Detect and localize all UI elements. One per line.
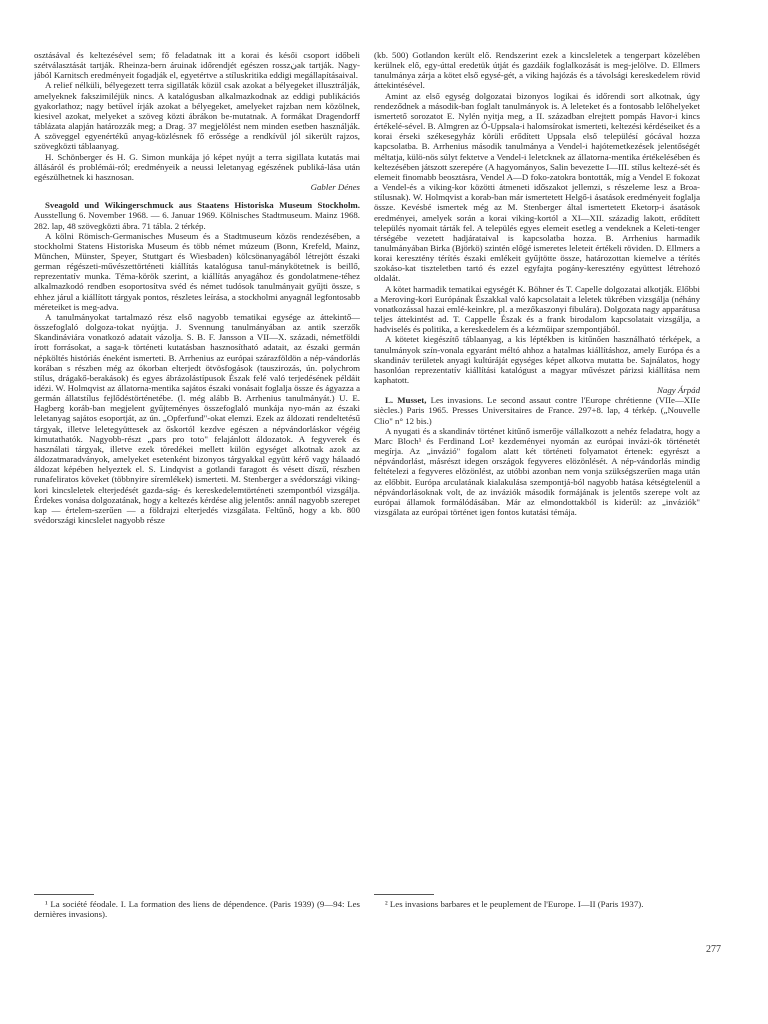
footnote-rule: [34, 894, 94, 895]
paragraph: A nyugati és a skandináv történet kitűnő ismerője vállalkozott a nehéz feladatra, hogy a Marc Bloch¹ és Ferdinand Lot² kezdeményei nyomán az európai invázi-ók történetét megírja. Az „invázió" fogalom alatt két történeti folyamatot értenek: egyrészt a népvándorlást, másrészt idegen országok fegyveres elözönlését. A nép-vándorlás mindig feltételezi a fegyveres elözönlést, az utóbbi azonban nem vonja szükségszerűen maga után az előbbit. Európa arculatának kialakulása szempontjá-ból nagyobb hatása kétségtelenül a népvándorlásoknak volt, de az inváziók második formájának is jelentős szerepe volt az európai államok formálódásában. Már az elmondottakból is kiderül: az „inváziók" vizsgálata az európai történet igen fontos kutatási témája.: [374, 425, 700, 518]
footnote-left: [34, 899, 360, 920]
review-bibliographic-details: Les invasions. Le second assaut contre l'Europe chrétienne (VIIe—XIIe siècles.) Paris 1965. Presses Universitaires de France. 297+8. lap, 4 térkép. („Nouvelle Clio" n° 12 bis.): [374, 395, 700, 426]
footnote-text: ² Les invasions barbares et le peuplement de l'Europe. I—II (Paris 1937).: [385, 899, 644, 909]
footnote-rule: [374, 894, 434, 895]
review-heading: [374, 395, 700, 425]
footnote-right: [374, 899, 700, 909]
review-author: L. Musset,: [385, 395, 427, 406]
paragraph: (kb. 500) Gotlandon került elő. Rendszerint ezek a kincsleletek a tengerpart közelében kerülnek elő, egy-úttal eredetük útját és gazdáik foglalkozását is meg-jelölve. D. Ellmers tanulmánya zárja a kötet első egysé-gét, a viking hajózás és a távolsági kereskedelem rövid áttekintésével.: [374, 50, 700, 91]
review-title: Sveagold und Wikingerschmuck aus Staatens Historiska Museum Stockholm.: [45, 200, 360, 211]
paragraph: osztásával és keltezésével sem; fő feladatnak itt a korai és késői csoport időbeli szétválasztását tartják. Rheinza-bern áruinak időrendjét egészen rosszنak tartják. Nagy-jából Karnitsch eredményeit fogadják el, egyetértve a stíluskritika eddigi megállapításaival.: [34, 50, 360, 81]
paragraph: A tanulmányokat tartalmazó rész első nagyobb tematikai egysége az áttekintő—összefoglaló dolgoza-tokat nyújtja. J. Svennung tanulmányában az antik szerzők Skandináviára vonatkozó adatait vázolja. S. B. F. Jansson a VII—X. századi, németföldi írott forrásokat, a saga-k történeti kutatásban hasznosítható adatait, az északi germán népköltés históriás éneként ismerteti. B. Arrhenius az európai szárazföldön a nép-vándorlás korában s részben még az ókorban elterjedt ötvösfogások (tauszirozás, ún. polychrom stílus, drágakő-berakások) és egyes ábrázolástípusok Észak felé való terjedésének példáit idézi. W. Holmqvist az állatorna-mentika sajátos északi vonásait foglalja össze és ágyazza a germán állatstílus fejlődéstörténetébe. (l. még alább B. Arrhenius tanulmányát.) U. E. Hagberg koráb-ban megjelent gyűjteményes összefoglaló munkája nyo-mán az északi leletanyag sajátos esoportját, az ún. „Opferfund"-okat elemzi. Ezek az áldozati rendeltetésű tárgyak, illetve leletegyüttesek az őskortól kezdve egészen a népvándorláskor végéig kimutathatók. Nagyobb-részt „pars pro toto" felajánlott áldozatok. A fegyverek és használati tárgyak, illetve ezek töredékei mellett külön egységet alkotnak azok az áldozatmaradványok, amelyeket esetenként bizonyos tárgyakkal együtt kérő vagy hálaadó áldozat képében helyeztek el. S. Lindqvist a gotlandi faragott és vésett díszű, részben runafeliratos köveket (többnyire síremlékek) ismerteti. M. Stenberger a svédországi viking-kori kincsleletek elterjedését gazda-ság- és kereskedelemtörténeti szempontból vizsgálja. Érdekes vonása dolgozatának, hogy a keltezés kérdése alig jelentős: annál nagyobb szerepet kap — értelem-szerűen — a földrajzi elterjedés vizsgálata. Feltűnő, hogy a kb. 800 svédországi kincslelet nagyobb része: [34, 311, 360, 526]
review-heading: [34, 200, 360, 230]
left-column: [34, 50, 360, 900]
paragraph: A kötet harmadik tematikai egységét K. Böhner és T. Capelle dolgozatai alkotják. Előbbi a Meroving-kori Európának Északkal való kapcsolatait a leletek tükrében vizsgálja (néhány vonatkozással hazai emlé-keinkre, pl. a mezőkaszonyi fibulára). Dolgozata nagy apparátusa teljes áttekintést ad. T. Cappelle Észak és a frank birodalom kapcsolatait vizsgálja, a hadviselés és politika, a kereskedelem és a kézműipar szempontjából.: [374, 283, 700, 335]
review-bibliographic-details: Ausstellung 6. November 1968. — 6. Januar 1969. Kölnisches Stadtmuseum. Mainz 1968. 282. lap, 48 szövegközti ábra. 71 tábla. 2 térkép.: [34, 210, 360, 231]
right-column: [374, 50, 700, 896]
page-number: 277: [706, 944, 721, 955]
paragraph: A kötetet kiegészítő táblaanyag, a kis léptékben is kitűnően használható térképek, a tanulmányok szín-vonala egyaránt méltó ahhoz a hatalmas kiállításhoz, amely Európa és a skandináv területek anyagi kultúráját egységes képet alkotva mutatta be. Sajnálatos, hogy hasonlóan reprezentatív kiállítási katalógust a magyar művészet párizsi kiállítása nem kaphatott.: [374, 334, 700, 385]
paragraph: Amint az első egység dolgozatai bizonyos logikai és időrendi sort alkotnak, úgy rendeződnek a második-ban foglalt tanulmányok is. A leleteket és a fontosabb lelőhelyeket ismertető sorozatot E. Nylén nyitja meg, a II. században elrejtett pompás Havor-i kincs értékelé-sével. B. Almgren az Ó-Uppsala-i halomsírokat ismerteti, keltezési kérdéseiket és a korai érseki székesegyház körüli erődített Uppsala első településí gócával hozza kapcsolatba. B. Arrhenius második tanulmánya a Vendel-i hajótemetkezések jelentőségét méltatja, külö-nös súlyt fektetve a Vendel-i leletcknek az állatorna-mentika értékelésében és keltezésében játszott szerepére (A hagyományos, Salin bevezette I—III. stílus keltezé-sét és elemeit finomabb beosztásra, Vendel A—D foko-zatokra bontották, míg a Vendel E fokozat a Vendel-és a viking-kor közötti átmeneti időszakot jellemzi, s részeleme lesz a Broa-stílusnak). W. Holmqvist a korab-ban már ismertetett Helgő-i ásatások eredményeit foglalja össze. Kevésbé ismertek még az M. Stenberger által ismertetett Eketorp-i ásatások eredményei, amelyek során a korai viking-kortól a XI—XII. századig lakott, erődített település nyomait tárták fel. A település egyes elemeit esetleg a vendeknek a Keleti-tenger térségébe vezetett hadjárataival is kapcsolatba hozza. B. Arrhenius harmadik tanulmányában Birka (Björkö) szintén előgé ismeretes leleteit értékeli röviden. D. Ellmers a korai keresztény térítés északi emlékeit gyűjtötte össze, határozottan kiemelve a térítés szokáso-kat tiszteletben tartó és ezzel egyfajta pogány-keresztény együttest létrehozó oldalát.: [374, 90, 700, 284]
footnote-text: ¹ La société féodale. I. La formation des liens de dépendence. (Paris 1939) (9—94: Les dernières invasions).: [34, 899, 360, 920]
paragraph: A relief nélküli, bélyegezett terra sigillaták közül csak azokat a bélyegeket illusztrálják, amelyeknek fakszimiléjük nincs. A katalógusban alkalmazkodnak az eddigi publikációs gyakorlathoz; nagy betűvel írják azokat a bélyegeket, amelyeket rajzban nem közölnek, kiesivel azokat, melyeket a szöveg közti ábrákon be-mutatnak. A formákat Dragendorff táblázata alapján határozzák meg; a Drag. 37 megjelölést nem minden esetben használják. A szöveggel egyenértékű anyag-közlésnek fő erőssége a rendkívül jól sikerült rajzos, szövegközti táblaanyag.: [34, 80, 360, 152]
reviewer-signature: Nagy Árpád: [657, 385, 700, 396]
reviewer-signature: Gabler Dénes: [310, 182, 360, 193]
paragraph: A kölni Römisch-Germanisches Museum és a Stadtmuseum közös rendezésében, a stockholmi Statens Historiska Museum és több német múzeum (Bonn, Krefeld, Mainz, München, Münster, Speyer, Stuttgart és Wiesbaden) kölcsönanyagából létrejött északi german régészeti-művészettörténeti kiállítás katalógusa tanul-mánykötetnek is beillő, reprezentatív munka. Téma-körök szerint, a kiállítás anyagához és gondolatmene-téhez alkalmazkodó rendben esoportosítva svéd és német tudósok tanulmányait gyűjti össze, s ehhez járul a kiállított tárgyak pontos, részletes leírása, a stockholmi anyagnál legfontosabb méreteiket is meg-adva.: [34, 230, 360, 312]
paragraph: H. Schönberger és H. G. Simon munkája jó képet nyújt a terra sigillata kutatás mai állásáról és problémái-ról; eredményeik a neussi leletanyag egészének publiká-lása után egészülhetnek ki hasznosan.: [34, 151, 360, 182]
